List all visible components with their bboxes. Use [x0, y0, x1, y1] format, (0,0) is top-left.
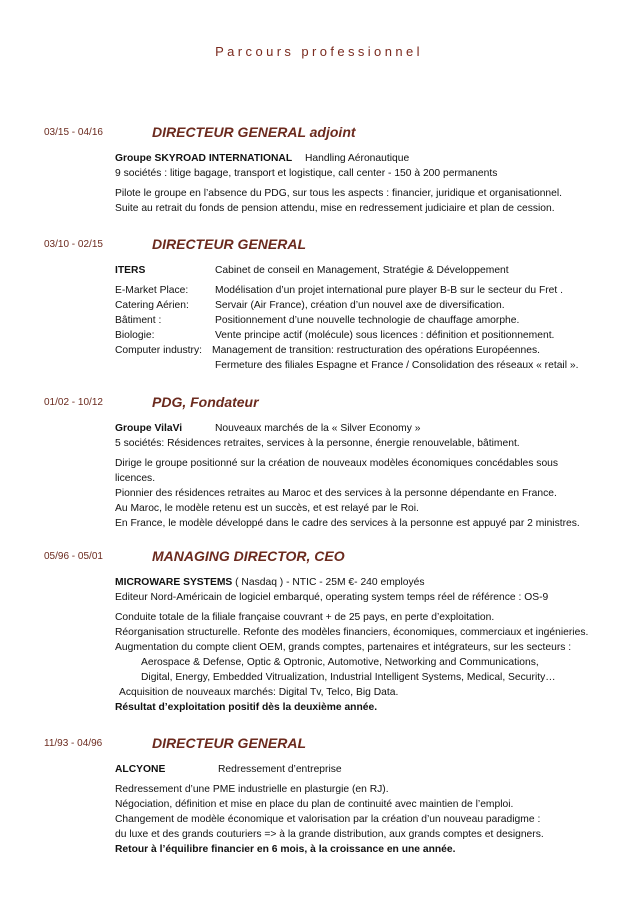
- activity-row: [115, 328, 625, 343]
- company-line: [115, 421, 625, 436]
- activity-row: [115, 358, 625, 373]
- activity-text: Positionnement d’une nouvelle technologie de chauffage amorphe.: [215, 315, 520, 326]
- entry-dates: 01/02 - 10/12: [44, 397, 103, 408]
- activity-label: Biologie:: [115, 330, 155, 341]
- activity-label: Catering Aérien:: [115, 300, 189, 311]
- company-name: ALCYONE: [115, 764, 166, 775]
- entry-dates: 03/10 - 02/15: [44, 239, 103, 250]
- highlight-line: Résultat d’exploitation positif dès la deuxième année.: [115, 702, 378, 713]
- entry-dates: 11/93 - 04/96: [44, 738, 103, 749]
- company-name: Groupe SKYROAD INTERNATIONAL: [115, 153, 293, 164]
- activity-row: [115, 298, 625, 313]
- text-line: Digital, Energy, Embedded Vitrualization, Industrial Intelligent Systems, Medical, Security…: [141, 672, 556, 683]
- activity-text: Management de transition: restructuration des opérations Européennes.: [212, 345, 540, 356]
- entry-body: [115, 575, 625, 715]
- company-description: Redressement d’entreprise: [218, 764, 342, 775]
- text-line: 5 sociétés: Résidences retraites, services à la personne, énergie renouvelable, bâtiment.: [115, 438, 520, 449]
- text-line: licences.: [115, 473, 156, 484]
- entry-role: PDG, Fondateur: [152, 394, 259, 410]
- text-line: Aerospace & Defense, Optic & Optronic, Automotive, Networking and Communications,: [141, 657, 539, 668]
- company-line: [115, 575, 625, 590]
- activity-text: Servair (Air France), création d’un nouvel axe de diversification.: [215, 300, 505, 311]
- text-line: Redressement d’une PME industrielle en plasturgie (en RJ).: [115, 784, 389, 795]
- text-line: Changement de modèle économique et valorisation par la création d’un nouveau paradigme :: [115, 814, 541, 825]
- entry-role: DIRECTEUR GENERAL: [152, 236, 307, 252]
- text-line: 9 sociétés : litige bagage, transport et logistique, call center - 150 à 200 permanents: [115, 168, 498, 179]
- company-line: [115, 762, 625, 777]
- activity-row: [115, 283, 625, 298]
- activity-row: [115, 313, 625, 328]
- activity-label: E-Market Place:: [115, 285, 189, 296]
- text-line: Négociation, définition et mise en place du plan de continuité avec maintien de l’emploi.: [115, 799, 514, 810]
- entry-body: [115, 421, 625, 531]
- company-name: MICROWARE SYSTEMS: [115, 577, 233, 588]
- activity-label: Computer industry:: [115, 345, 202, 356]
- text-line: Augmentation du compte client OEM, grands comptes, partenaires et intégrateurs, sur les secteurs :: [115, 642, 572, 653]
- entry-role: DIRECTEUR GENERAL adjoint: [152, 124, 356, 140]
- text-line: Réorganisation structurelle. Refonte des modèles financiers, économiques, commerciaux et ingénieries.: [115, 627, 589, 638]
- company-description: Cabinet de conseil en Management, Stratégie & Développement: [215, 265, 509, 276]
- text-line: Suite au retrait du fonds de pension attendu, mise en redressement judiciaire et plan de cession.: [115, 203, 555, 214]
- page-title: Parcours professionnel: [215, 44, 423, 59]
- company-description: Nouveaux marchés de la « Silver Economy »: [215, 423, 421, 434]
- highlight-line: Retour à l’équilibre financier en 6 mois, à la croissance en une année.: [115, 844, 456, 855]
- company-line: [115, 151, 625, 166]
- activity-label: Bâtiment :: [115, 315, 162, 326]
- activity-text: Fermeture des filiales Espagne et France / Consolidation des réseaux « retail ».: [215, 360, 579, 371]
- activity-text: Vente principe actif (molécule) sous licences : définition et positionnement.: [215, 330, 555, 341]
- entry-dates: 05/96 - 05/01: [44, 551, 103, 562]
- company-name: ITERS: [115, 265, 146, 276]
- company-name: Groupe VilaVi: [115, 423, 183, 434]
- entry-body: [115, 151, 625, 216]
- text-line: En France, le modèle développé dans le cadre des services à la personne est appuyé par 2 ministres.: [115, 518, 580, 529]
- text-line: du luxe et des grands couturiers => à la grande distribution, aux grands comptes et designers.: [115, 829, 544, 840]
- text-line: Conduite totale de la filiale française couvrant + de 25 pays, en perte d’exploitation.: [115, 612, 495, 623]
- text-line: Au Maroc, le modèle retenu est un succès, et est relayé par le Roi.: [115, 503, 419, 514]
- entry-role: DIRECTEUR GENERAL: [152, 735, 307, 751]
- text-line: Acquisition de nouveaux marchés: Digital Tv, Telco, Big Data.: [119, 687, 399, 698]
- entry-role: MANAGING DIRECTOR, CEO: [152, 548, 345, 564]
- activity-text: Modélisation d’un projet international pure player B-B sur le secteur du Fret .: [215, 285, 563, 296]
- entry-body: [115, 762, 625, 857]
- company-line: [115, 263, 625, 278]
- text-line: Dirige le groupe positionné sur la création de nouveaux modèles économiques concédables sous: [115, 458, 559, 469]
- activity-row: [115, 343, 625, 358]
- entry-dates: 03/15 - 04/16: [44, 127, 103, 138]
- text-line: Pionnier des résidences retraites au Maroc et des services à la personne dépendante en France.: [115, 488, 557, 499]
- company-description: Handling Aéronautique: [305, 153, 410, 164]
- text-line: Pilote le groupe en l’absence du PDG, sur tous les aspects : financier, juridique et organisationnel.: [115, 188, 563, 199]
- text-line: Editeur Nord-Américain de logiciel embarqué, operating system temps réel de référence : OS-9: [115, 592, 549, 603]
- entry-body: [115, 263, 625, 373]
- company-description: ( Nasdaq ) - NTIC - 25M €- 240 employés: [232, 577, 425, 588]
